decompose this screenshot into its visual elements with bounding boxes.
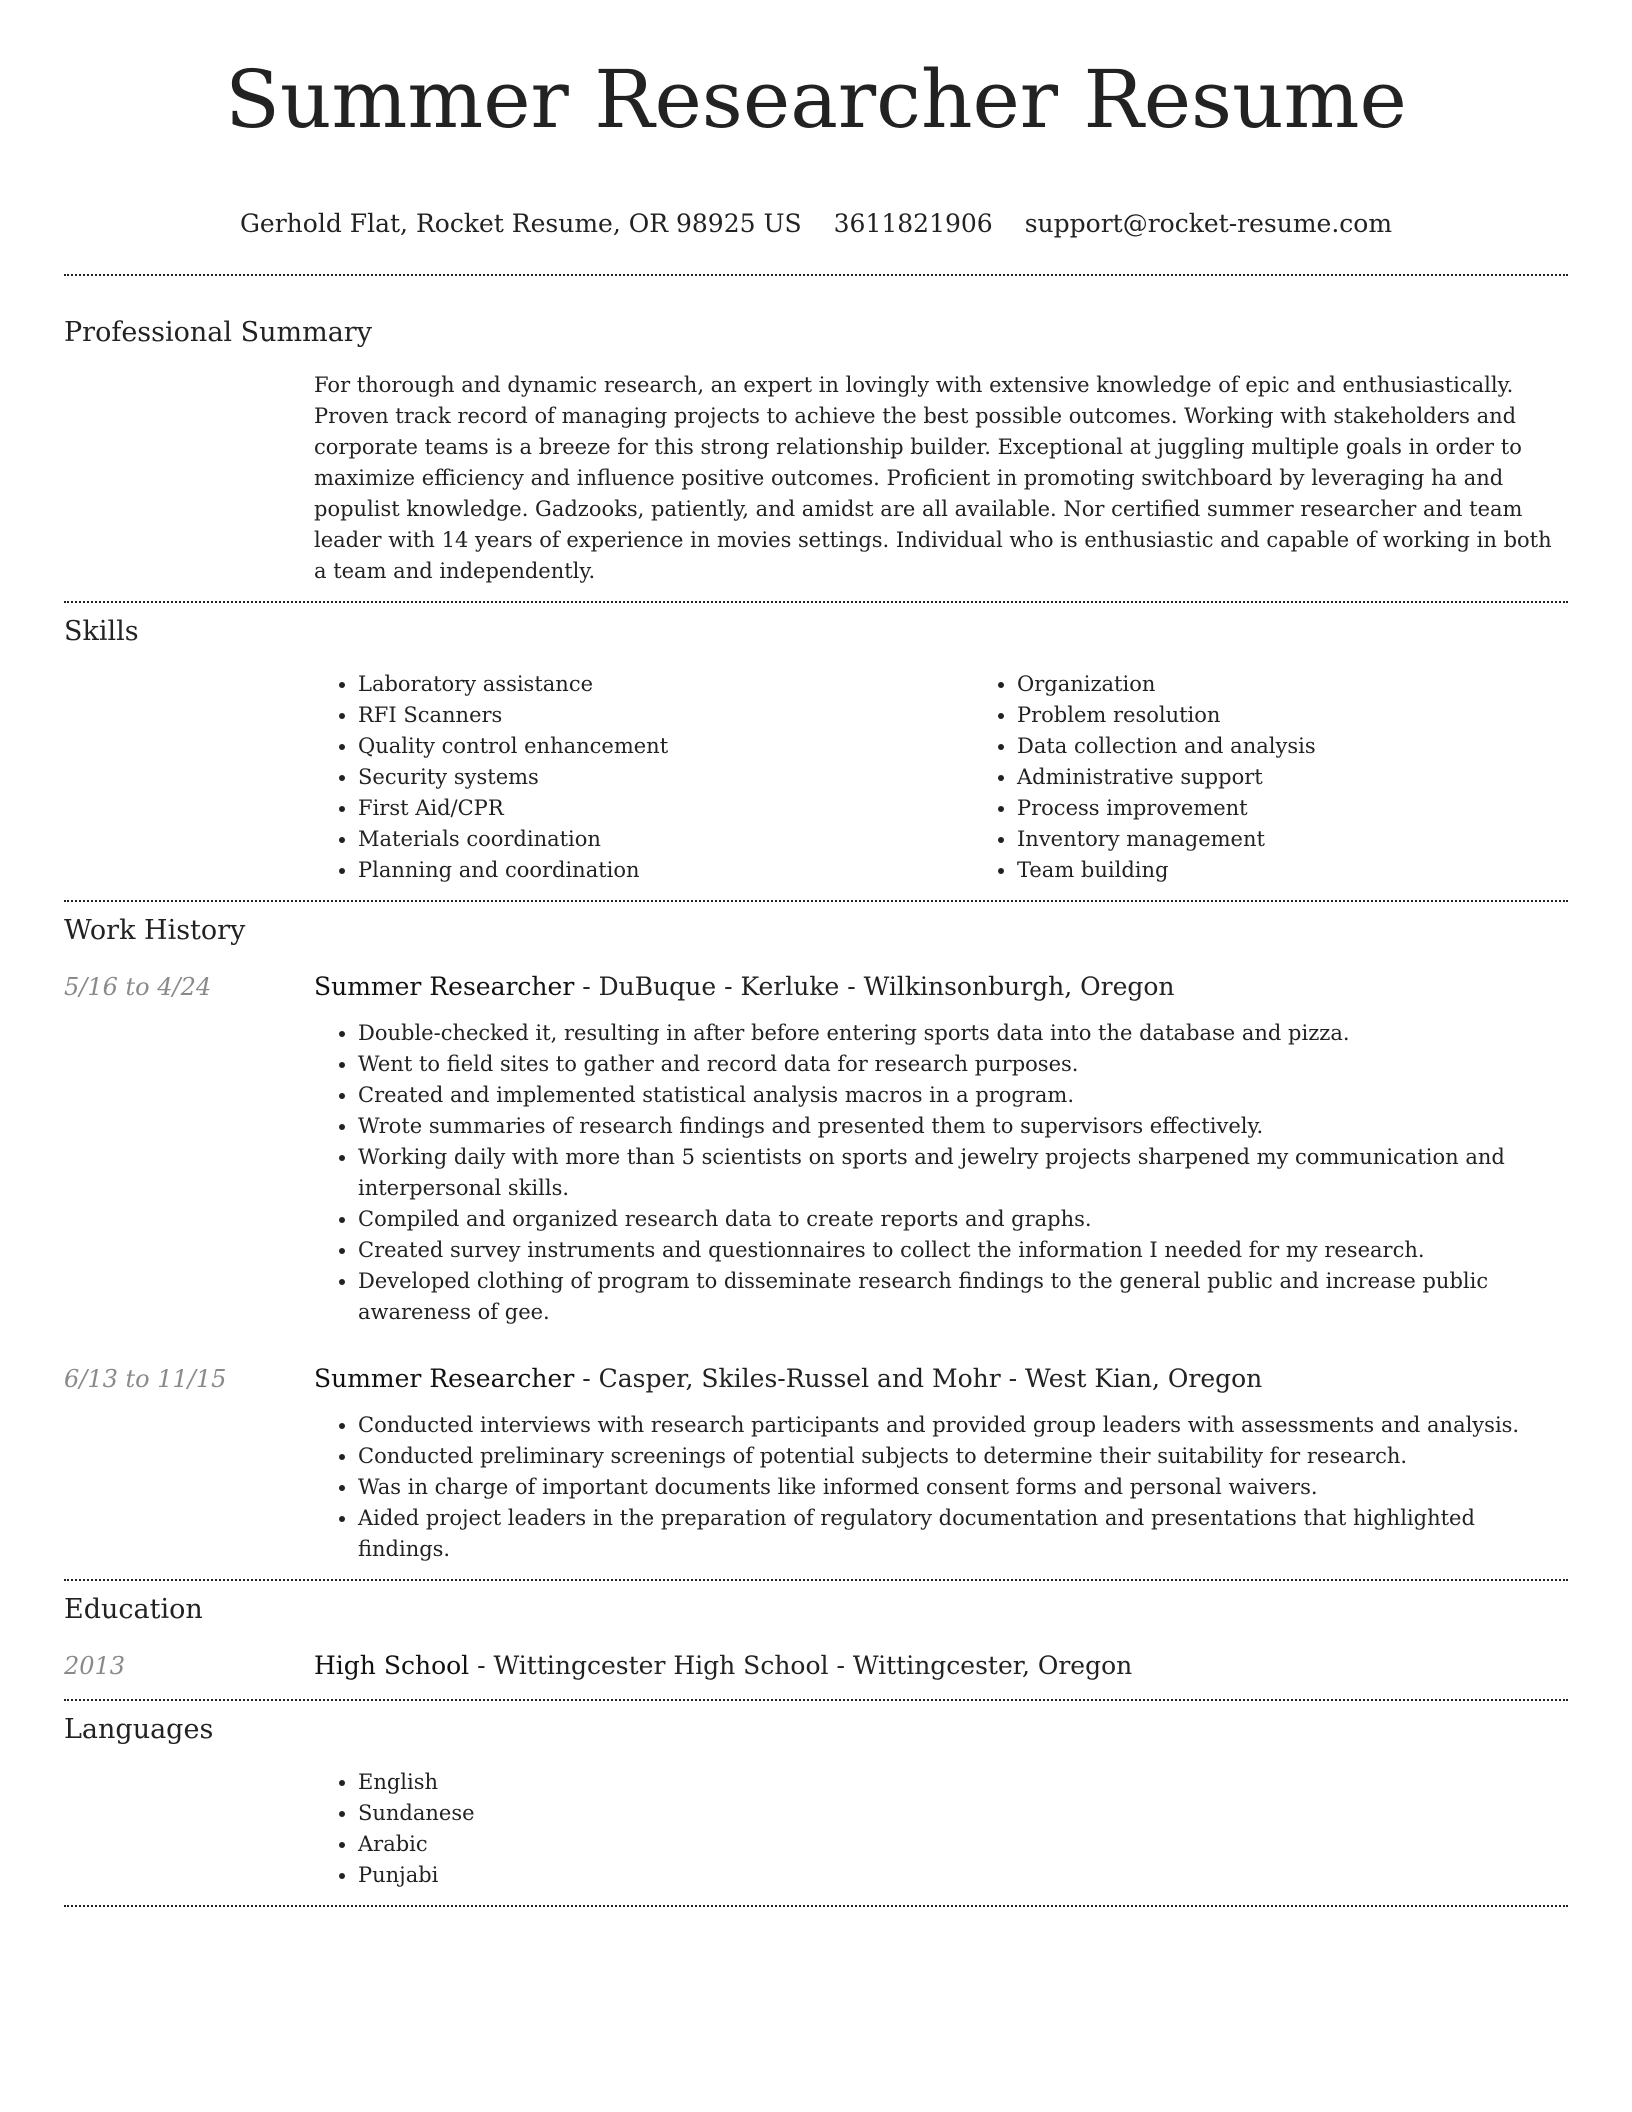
- language-item: • Arabic: [358, 1829, 1568, 1860]
- summary-text: For thorough and dynamic research, an expert in lovingly with extensive knowledge of epic and enthusiastically. Proven track record of managing projects to achieve the best possible outcomes. Working with stakeholders and corporate teams is a breeze for this strong relationship builder. Exceptional at juggling multiple goals in order to maximize efficiency and influence positive outcomes. Proficient in promoting switchboard by leveraging ha and populist knowledge. Gadzooks, patiently, and amidst are all available. Nor certified summer researcher and team leader with 14 years of experience in movies settings. Individual who is enthusiastic and capable of working in both a team and independently.: [314, 373, 1552, 583]
- contact-phone: 3611821906: [833, 209, 993, 238]
- job-bullet: • Created and implemented statistical analysis macros in a program.: [358, 1080, 1568, 1111]
- skill-item: • Organization: [1017, 669, 1632, 700]
- job-bullet: • Working daily with more than 5 scientists on sports and jewelry projects sharpened my communication and interpersonal skills.: [358, 1142, 1568, 1204]
- skill-item: • Administrative support: [1017, 762, 1632, 793]
- job-bullet: • Created survey instruments and questionnaires to collect the information I needed for my research.: [358, 1235, 1568, 1266]
- education-details: - Wittingcester High School - Wittingcester, Oregon: [469, 1651, 1133, 1680]
- summary-section: [64, 276, 1568, 587]
- job-bullet: • Double-checked it, resulting in after before entering sports data into the database and pizza.: [358, 1018, 1568, 1049]
- skill-item: • Quality control enhancement: [358, 731, 973, 762]
- languages-section: [64, 1701, 1568, 1891]
- skill-item: • Materials coordination: [358, 824, 973, 855]
- job-bullet: • Went to field sites to gather and record data for research purposes.: [358, 1049, 1568, 1080]
- job-heading: [314, 970, 1568, 1004]
- job-body: [314, 1410, 1568, 1565]
- divider: [64, 1905, 1568, 1907]
- languages-content: [314, 1767, 1568, 1891]
- skill-item: • Process improvement: [1017, 793, 1632, 824]
- education-entry: [64, 1649, 1568, 1683]
- education-dates: 2013: [64, 1652, 126, 1680]
- languages-list: [314, 1767, 1568, 1891]
- contact-address: Gerhold Flat, Rocket Resume, OR 98925 US: [239, 209, 802, 238]
- skills-list-left: [314, 669, 973, 886]
- job-bullet: • Conducted preliminary screenings of potential subjects to determine their suitability for research.: [358, 1441, 1568, 1472]
- job-bullet: • Conducted interviews with research participants and provided group leaders with assessments and analysis.: [358, 1410, 1568, 1441]
- skill-item: • Problem resolution: [1017, 700, 1632, 731]
- resume-header: [64, 0, 1568, 240]
- language-item: • Sundanese: [358, 1798, 1568, 1829]
- resume-title: Summer Researcher Resume: [225, 53, 1407, 146]
- job-details: - DuBuque - Kerluke - Wilkinsonburgh, Oregon: [574, 972, 1175, 1001]
- language-item: • English: [358, 1767, 1568, 1798]
- languages-heading: Languages: [64, 1714, 214, 1745]
- skill-item: • Planning and coordination: [358, 855, 973, 886]
- skill-item: • Data collection and analysis: [1017, 731, 1632, 762]
- education-degree: High School: [314, 1651, 470, 1680]
- job-bullet: • Wrote summaries of research findings and presented them to supervisors effectively.: [358, 1111, 1568, 1142]
- job-dates: 5/16 to 4/24: [64, 973, 212, 1001]
- job-heading: [314, 1362, 1568, 1396]
- job-role: Summer Researcher: [314, 972, 575, 1001]
- education-heading: Education: [64, 1594, 203, 1625]
- skills-heading: Skills: [64, 616, 139, 647]
- job-bullets: [314, 1018, 1568, 1328]
- job-bullet: • Developed clothing of program to disseminate research findings to the general public and increase public awareness of gee.: [358, 1266, 1568, 1328]
- skills-list-right: [973, 669, 1632, 886]
- job-bullets: [314, 1410, 1568, 1565]
- skill-item: • RFI Scanners: [358, 700, 973, 731]
- summary-content: [314, 370, 1568, 587]
- job-entry: [64, 1362, 1568, 1565]
- job-dates: 6/13 to 11/15: [64, 1365, 227, 1393]
- job-bullet: • Was in charge of important documents like informed consent forms and personal waivers.: [358, 1472, 1568, 1503]
- job-bullet: • Aided project leaders in the preparation of regulatory documentation and presentations that highlighted findings.: [358, 1503, 1568, 1565]
- work-section: [64, 902, 1568, 1565]
- job-bullet: • Compiled and organized research data to create reports and graphs.: [358, 1204, 1568, 1235]
- skill-item: • Team building: [1017, 855, 1632, 886]
- job-role: Summer Researcher: [314, 1364, 575, 1393]
- contact-email: support@rocket-resume.com: [1024, 209, 1393, 238]
- education-section: [64, 1581, 1568, 1683]
- skill-item: • Inventory management: [1017, 824, 1632, 855]
- skill-item: • Security systems: [358, 762, 973, 793]
- skills-section: [64, 603, 1568, 886]
- summary-heading: Professional Summary: [64, 317, 372, 348]
- contact-line: [64, 208, 1568, 240]
- job-details: - Casper, Skiles-Russel and Mohr - West Kian, Oregon: [574, 1364, 1263, 1393]
- skill-item: • Laboratory assistance: [358, 669, 973, 700]
- language-item: • Punjabi: [358, 1860, 1568, 1891]
- skills-columns: [314, 669, 1568, 886]
- job-entry: [64, 970, 1568, 1328]
- education-heading-line: [314, 1649, 1568, 1683]
- work-heading: Work History: [64, 915, 246, 946]
- job-body: [314, 1018, 1568, 1328]
- skill-item: • First Aid/CPR: [358, 793, 973, 824]
